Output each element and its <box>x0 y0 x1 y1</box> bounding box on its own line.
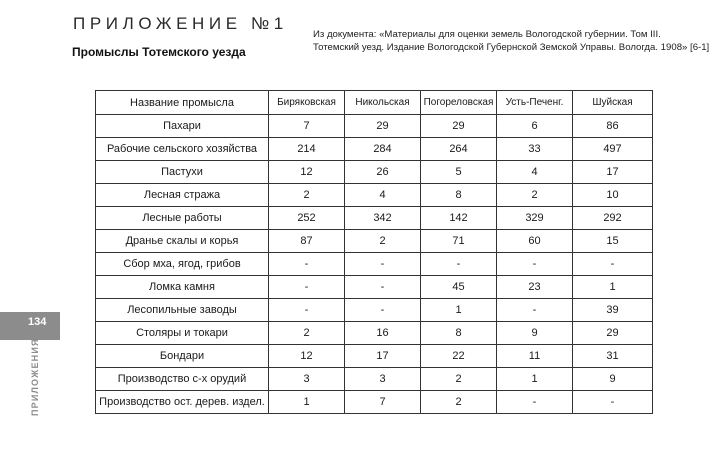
page-number: 134 <box>28 316 47 328</box>
column-header-shuyskaya: Шуйская <box>573 91 653 115</box>
value-cell: 22 <box>421 345 497 368</box>
value-cell: - <box>345 299 421 322</box>
trade-name-cell: Столяры и токари <box>96 322 269 345</box>
value-cell: 2 <box>345 230 421 253</box>
column-header-trade: Название промысла <box>96 91 269 115</box>
trade-name-cell: Сбор мха, ягод, грибов <box>96 253 269 276</box>
value-cell: - <box>573 391 653 414</box>
value-cell: 1 <box>421 299 497 322</box>
value-cell: 31 <box>573 345 653 368</box>
value-cell: 33 <box>497 138 573 161</box>
value-cell: 9 <box>497 322 573 345</box>
value-cell: 252 <box>269 207 345 230</box>
value-cell: 1 <box>497 368 573 391</box>
trade-name-cell: Пахари <box>96 115 269 138</box>
value-cell: 17 <box>345 345 421 368</box>
value-cell: 23 <box>497 276 573 299</box>
value-cell: 4 <box>497 161 573 184</box>
column-header-pogorelovskaya: Погореловская <box>421 91 497 115</box>
value-cell: 2 <box>269 184 345 207</box>
value-cell: 39 <box>573 299 653 322</box>
value-cell: 16 <box>345 322 421 345</box>
value-cell: - <box>269 253 345 276</box>
table-row <box>96 391 653 414</box>
table-row <box>96 368 653 391</box>
value-cell: 214 <box>269 138 345 161</box>
source-note-line: Тотемский уезд. Издание Вологодской Губернской Земской Управы. Вологда. 1908» [6-1] <box>313 42 710 53</box>
table-row <box>96 138 653 161</box>
table-row <box>96 253 653 276</box>
value-cell: 8 <box>421 184 497 207</box>
trade-name-cell: Рабочие сельского хозяйства <box>96 138 269 161</box>
value-cell: 45 <box>421 276 497 299</box>
table-row <box>96 345 653 368</box>
value-cell: 9 <box>573 368 653 391</box>
value-cell: 7 <box>269 115 345 138</box>
value-cell: 29 <box>573 322 653 345</box>
table-row <box>96 207 653 230</box>
value-cell: - <box>345 253 421 276</box>
value-cell: 1 <box>573 276 653 299</box>
trade-name-cell: Производство с-х орудий <box>96 368 269 391</box>
value-cell: - <box>269 276 345 299</box>
source-note-line: Из документа: «Материалы для оценки земель Вологодской губернии. Том III. <box>313 29 661 40</box>
trade-name-cell: Производство ост. дерев. издел. <box>96 391 269 414</box>
section-title: Промыслы Тотемского уезда <box>72 45 246 59</box>
value-cell: 3 <box>269 368 345 391</box>
value-cell: 329 <box>497 207 573 230</box>
value-cell: 71 <box>421 230 497 253</box>
value-cell: 497 <box>573 138 653 161</box>
table-row <box>96 299 653 322</box>
value-cell: 3 <box>345 368 421 391</box>
value-cell: - <box>573 253 653 276</box>
value-cell: 5 <box>421 161 497 184</box>
value-cell: 60 <box>497 230 573 253</box>
table-row <box>96 115 653 138</box>
value-cell: 342 <box>345 207 421 230</box>
value-cell: 17 <box>573 161 653 184</box>
value-cell: 29 <box>421 115 497 138</box>
appendix-title: ПРИЛОЖЕНИЕ №1 <box>73 14 288 33</box>
value-cell: 12 <box>269 345 345 368</box>
table-row <box>96 322 653 345</box>
value-cell: 86 <box>573 115 653 138</box>
value-cell: 142 <box>421 207 497 230</box>
trade-name-cell: Лесопильные заводы <box>96 299 269 322</box>
value-cell: 7 <box>345 391 421 414</box>
trades-table <box>95 90 653 414</box>
value-cell: 15 <box>573 230 653 253</box>
value-cell: 26 <box>345 161 421 184</box>
value-cell: 6 <box>497 115 573 138</box>
source-note <box>313 28 713 54</box>
table-row <box>96 184 653 207</box>
trade-name-cell: Лесные работы <box>96 207 269 230</box>
side-section-label: ПРИЛОЖЕНИЯ <box>30 338 40 416</box>
value-cell: - <box>497 253 573 276</box>
table-row <box>96 230 653 253</box>
trade-name-cell: Лесная стража <box>96 184 269 207</box>
value-cell: 1 <box>269 391 345 414</box>
trade-name-cell: Пастухи <box>96 161 269 184</box>
value-cell: 87 <box>269 230 345 253</box>
value-cell: 2 <box>421 391 497 414</box>
value-cell: 12 <box>269 161 345 184</box>
value-cell: 2 <box>269 322 345 345</box>
table-row <box>96 276 653 299</box>
value-cell: - <box>497 391 573 414</box>
table-header-row <box>96 91 653 115</box>
value-cell: - <box>269 299 345 322</box>
value-cell: - <box>421 253 497 276</box>
value-cell: 2 <box>497 184 573 207</box>
value-cell: 264 <box>421 138 497 161</box>
trade-name-cell: Бондари <box>96 345 269 368</box>
value-cell: 8 <box>421 322 497 345</box>
value-cell: 284 <box>345 138 421 161</box>
column-header-biryakovskaya: Биряковская <box>269 91 345 115</box>
value-cell: 11 <box>497 345 573 368</box>
value-cell: 2 <box>421 368 497 391</box>
column-header-ust-pecheng: Усть-Печенг. <box>497 91 573 115</box>
value-cell: 10 <box>573 184 653 207</box>
value-cell: - <box>345 276 421 299</box>
trade-name-cell: Дранье скалы и корья <box>96 230 269 253</box>
value-cell: 292 <box>573 207 653 230</box>
value-cell: - <box>497 299 573 322</box>
table-body <box>96 115 653 414</box>
value-cell: 4 <box>345 184 421 207</box>
trade-name-cell: Ломка камня <box>96 276 269 299</box>
column-header-nikolskaya: Никольская <box>345 91 421 115</box>
table-row <box>96 161 653 184</box>
value-cell: 29 <box>345 115 421 138</box>
